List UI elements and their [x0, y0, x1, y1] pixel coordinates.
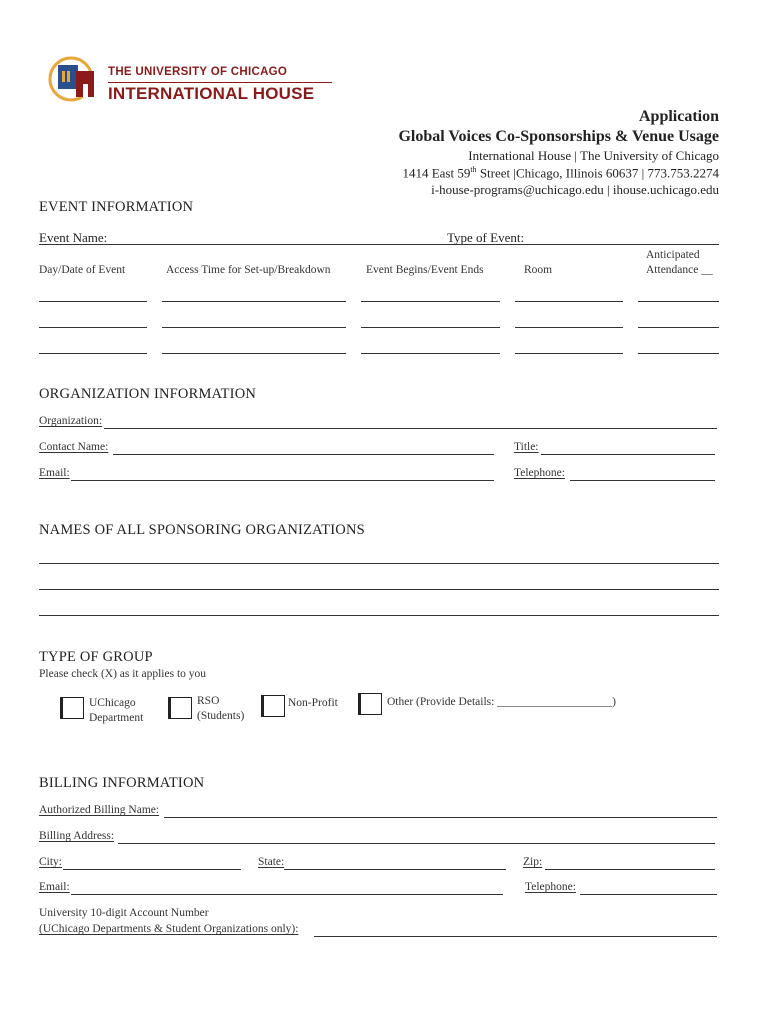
- org-email-field[interactable]: [71, 480, 494, 481]
- state-label: State:: [258, 856, 285, 868]
- group-instruction: Please check (X) as it applies to you: [39, 668, 207, 680]
- group-type-heading: TYPE OF GROUP: [39, 649, 153, 665]
- option-non-profit-label: Non-Profit: [288, 697, 338, 709]
- sponsor-line-3[interactable]: [39, 615, 719, 616]
- event-row-3-access[interactable]: [162, 353, 346, 354]
- zip-label: Zip:: [523, 856, 543, 868]
- sponsor-line-1[interactable]: [39, 563, 719, 564]
- title-label: Title:: [514, 441, 539, 453]
- event-type-label: Type of Event:: [447, 230, 525, 245]
- billing-email-field[interactable]: [71, 894, 503, 895]
- col-header-access-time: Access Time for Set-up/Breakdown: [166, 264, 331, 276]
- org-telephone-label: Telephone:: [514, 467, 565, 479]
- checkbox-other[interactable]: [358, 693, 382, 715]
- col-header-attendance-2: Attendance __: [646, 264, 713, 276]
- billing-heading: BILLING INFORMATION: [39, 775, 205, 791]
- billing-name-field[interactable]: [164, 817, 717, 818]
- event-row-1-date[interactable]: [39, 301, 147, 302]
- option-uchicago-dept-label: [89, 696, 143, 726]
- option-other-label: Other (Provide Details: ____________________): [387, 696, 617, 708]
- option-rso-line2: (Students): [197, 710, 245, 722]
- contact-line: i-house-programs@uchicago.edu | ihouse.uchicago.edu: [431, 182, 719, 197]
- organization-label: Organization:: [39, 415, 103, 427]
- billing-email-label: Email:: [39, 881, 70, 893]
- application-subtitle: Global Voices Co-Sponsorships & Venue Usage: [398, 128, 719, 145]
- account-number-field[interactable]: [314, 936, 717, 937]
- state-field[interactable]: [284, 869, 506, 870]
- option-rso-label: [197, 694, 244, 724]
- event-name-field[interactable]: [39, 244, 447, 245]
- account-number-label-2: (UChicago Departments & Student Organizations only):: [39, 923, 299, 935]
- billing-address-field[interactable]: [118, 843, 715, 844]
- event-row-1-attendance[interactable]: [638, 301, 719, 302]
- option-rso-line1: RSO: [197, 695, 220, 707]
- checkbox-non-profit[interactable]: [261, 695, 285, 717]
- ihouse-emblem-icon: [46, 54, 106, 106]
- col-header-room: Room: [524, 264, 553, 276]
- event-row-2-room[interactable]: [515, 327, 623, 328]
- sponsor-line-2[interactable]: [39, 589, 719, 590]
- billing-telephone-label: Telephone:: [525, 881, 576, 893]
- contact-name-field[interactable]: [113, 454, 494, 455]
- option-uchicago-line2: Department: [89, 712, 144, 724]
- col-header-attendance-1: Anticipated: [646, 249, 700, 261]
- event-row-1-room[interactable]: [515, 301, 623, 302]
- billing-telephone-field[interactable]: [580, 894, 717, 895]
- event-info-heading: EVENT INFORMATION: [39, 199, 194, 215]
- event-row-3-date[interactable]: [39, 353, 147, 354]
- option-uchicago-line1: UChicago: [89, 697, 136, 709]
- event-row-2-times[interactable]: [361, 327, 500, 328]
- event-row-3-room[interactable]: [515, 353, 623, 354]
- logo-divider: [108, 82, 332, 83]
- title-field[interactable]: [541, 454, 715, 455]
- org-telephone-field[interactable]: [570, 480, 715, 481]
- event-row-2-date[interactable]: [39, 327, 147, 328]
- col-header-date: Day/Date of Event: [39, 264, 126, 276]
- billing-name-label: Authorized Billing Name:: [39, 804, 160, 816]
- event-row-3-attendance[interactable]: [638, 353, 719, 354]
- event-row-1-access[interactable]: [162, 301, 346, 302]
- checkbox-uchicago-dept[interactable]: [60, 697, 84, 719]
- org-email-label: Email:: [39, 467, 70, 479]
- logo-line-university: THE UNIVERSITY OF CHICAGO: [108, 66, 288, 78]
- address-street-number: 1414 East 59: [402, 165, 471, 181]
- city-label: City:: [39, 856, 63, 868]
- zip-field[interactable]: [545, 869, 715, 870]
- sponsors-heading: NAMES OF ALL SPONSORING ORGANIZATIONS: [39, 522, 365, 538]
- address-city: Street |Chicago, Illinois 60637 | 773.753.2274: [476, 165, 719, 181]
- logo-line-ihouse: INTERNATIONAL HOUSE: [108, 84, 315, 103]
- address-line-2: [402, 165, 719, 181]
- event-type-field[interactable]: [447, 244, 719, 245]
- application-title: Application: [638, 108, 719, 125]
- address-line-1: International House | The University of Chicago: [468, 148, 719, 163]
- address-ordinal: th: [470, 165, 477, 174]
- account-number-label-1: University 10-digit Account Number: [39, 907, 209, 919]
- contact-name-label: Contact Name:: [39, 441, 109, 453]
- event-row-1-times[interactable]: [361, 301, 500, 302]
- city-field[interactable]: [63, 869, 241, 870]
- col-header-event-time: Event Begins/Event Ends: [366, 264, 484, 276]
- billing-address-label: Billing Address:: [39, 830, 115, 842]
- event-row-3-times[interactable]: [361, 353, 500, 354]
- checkbox-rso[interactable]: [168, 697, 192, 719]
- org-info-heading: ORGANIZATION INFORMATION: [39, 386, 257, 402]
- organization-field[interactable]: [104, 428, 717, 429]
- ihouse-logo: [46, 54, 346, 106]
- event-row-2-attendance[interactable]: [638, 327, 719, 328]
- event-name-label: Event Name:: [39, 230, 108, 245]
- event-row-2-access[interactable]: [162, 327, 346, 328]
